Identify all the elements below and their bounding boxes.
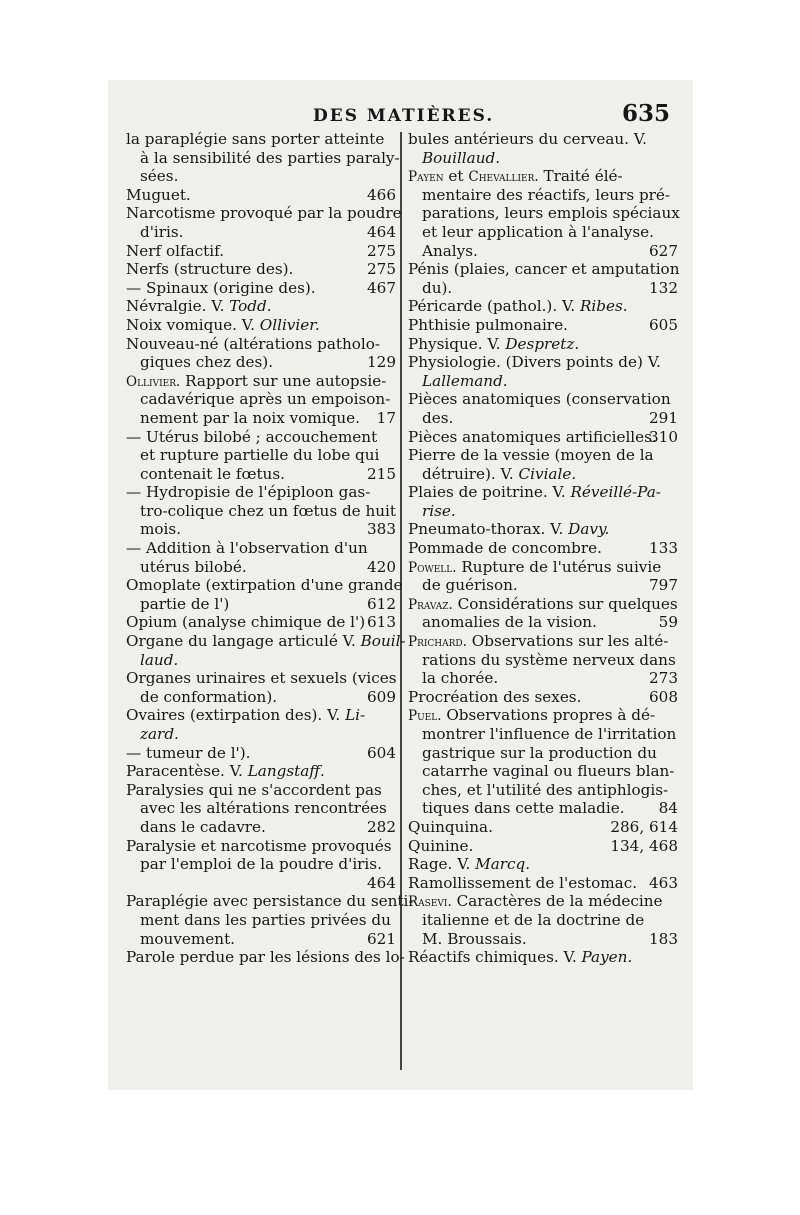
entry-text: gastrique sur la production du <box>422 743 657 762</box>
page-reference: 466 <box>367 185 396 204</box>
entry-line <box>408 372 678 391</box>
page-reference: 17 <box>376 408 396 427</box>
entry-text: Nerfs (structure des). <box>126 260 294 279</box>
entry-text: Péricarde (pathol.). V. <box>408 297 576 316</box>
entry-text: la chorée. <box>422 669 499 688</box>
index-entry <box>126 335 396 372</box>
entry-text: Narcotisme provoqué par la poudre <box>126 204 402 223</box>
entry-text: Pénis (plaies, cancer et amputation <box>408 260 680 279</box>
cross-reference: Todd. <box>229 297 272 316</box>
entry-line <box>126 502 396 521</box>
entry-line <box>408 762 678 781</box>
entry-line <box>408 651 678 670</box>
entry-text: Névralgie. V. <box>126 297 225 316</box>
entry-text: anomalies de la vision. <box>422 613 597 632</box>
entry-text: catarrhe vaginal ou flueurs blan- <box>422 762 675 781</box>
entry-line <box>126 167 396 186</box>
index-entry <box>408 446 678 483</box>
index-entry <box>126 297 396 316</box>
entry-text: Phthisie pulmonaire. <box>408 315 568 334</box>
entry-line <box>126 558 396 577</box>
entry-text: Plaies de poitrine. V. <box>408 483 566 502</box>
entry-line <box>408 149 678 168</box>
entry-line <box>408 353 678 372</box>
author-name: Chevallier. <box>468 169 539 186</box>
entry-line <box>126 725 396 744</box>
page-reference: 608 <box>649 687 678 706</box>
entry-text: sées. <box>140 167 179 186</box>
entry-text: Organe du langage articulé V. <box>126 632 356 651</box>
index-entry <box>408 855 678 874</box>
index-entry <box>126 632 406 669</box>
page-reference: 604 <box>367 743 396 762</box>
entry-text: Physiologie. (Divers points de) V. <box>408 353 661 372</box>
entry-line <box>408 688 678 707</box>
entry-text: du). <box>422 278 453 297</box>
entry-line <box>408 167 678 186</box>
entry-line <box>408 837 678 856</box>
index-entry <box>408 335 678 354</box>
index-entry <box>126 762 396 781</box>
page-reference: 310 <box>649 427 678 446</box>
entry-text: giques chez des). <box>140 353 274 372</box>
entry-line <box>408 744 678 763</box>
index-entry <box>408 837 678 856</box>
index-entry <box>126 242 396 261</box>
entry-text: Ramollissement de l'estomac. <box>408 873 638 892</box>
entry-text: contenait le fœtus. <box>140 464 285 483</box>
index-entry <box>126 186 396 205</box>
column-divider <box>400 132 402 1070</box>
index-entry <box>408 130 678 167</box>
entry-line <box>408 409 678 428</box>
index-entry <box>408 260 678 297</box>
entry-text: — Addition à l'observation d'un <box>126 539 368 558</box>
index-entry <box>408 595 678 632</box>
entry-line <box>408 669 678 688</box>
entry-line <box>126 539 396 558</box>
entry-line <box>408 502 678 521</box>
entry-text: d'iris. <box>140 222 184 241</box>
cross-reference: Davy. <box>568 520 610 539</box>
entry-line <box>126 316 396 335</box>
entry-line <box>126 576 403 595</box>
entry-text: Paracentèse. V. <box>126 762 243 781</box>
index-entry <box>126 279 396 298</box>
entry-text: Pièces anatomiques artificielles. <box>408 427 657 446</box>
entry-line <box>408 483 678 502</box>
entry-line <box>126 204 402 223</box>
entry-line <box>408 799 678 818</box>
entry-text: rations du système nerveux dans <box>422 650 676 669</box>
entry-line <box>408 130 678 149</box>
entry-text: Pneumato-thorax. V. <box>408 520 564 539</box>
index-entry <box>408 558 678 595</box>
cross-reference: Marcq. <box>475 855 531 874</box>
entry-line <box>126 390 396 409</box>
entry-line <box>408 390 678 409</box>
author-name: Puel. <box>408 708 442 725</box>
index-entry <box>126 948 405 967</box>
entry-line <box>408 335 678 354</box>
entry-line <box>408 781 678 800</box>
entry-text: mouvement. <box>140 929 235 948</box>
entry-line <box>408 576 678 595</box>
index-entry <box>408 520 678 539</box>
entry-text: Paralysies qui ne s'accordent pas <box>126 780 382 799</box>
index-column-left <box>126 130 414 967</box>
entry-text: Pierre de la vessie (moyen de la <box>408 446 654 465</box>
entry-text: de conformation). <box>140 687 278 706</box>
entry-line <box>126 428 396 447</box>
entry-text: nement par la noix vomique. <box>140 408 360 427</box>
entry-text: — tumeur de l'). <box>126 743 251 762</box>
entry-line <box>126 465 396 484</box>
page-reference: 286, 614 <box>610 817 678 836</box>
entry-line <box>408 204 678 223</box>
index-entry <box>126 837 396 893</box>
entry-line <box>126 651 396 670</box>
entry-line <box>408 186 678 205</box>
index-column-right <box>408 130 678 967</box>
author-name: Rasevi. <box>408 894 452 911</box>
index-entry <box>126 613 396 632</box>
entry-line <box>408 632 678 651</box>
page-reference: 383 <box>367 520 396 539</box>
entry-text: Ovaires (extirpation des). V. <box>126 706 341 725</box>
page-reference: 129 <box>367 353 396 372</box>
entry-line <box>126 279 396 298</box>
page-reference: 291 <box>649 408 678 427</box>
index-entry <box>126 204 402 241</box>
page-header <box>0 100 800 130</box>
entry-line <box>126 242 396 261</box>
entry-text: — Hydropisie de l'épiploon gas- <box>126 483 371 502</box>
page-reference: 797 <box>649 576 678 595</box>
entry-line <box>408 930 678 949</box>
page-reference: 463 <box>649 873 678 892</box>
entry-text: Paralysie et narcotisme provoqués <box>126 836 392 855</box>
entry-line <box>408 892 678 911</box>
entry-text: Parole perdue par les lésions des lo- <box>126 948 405 967</box>
index-entry <box>126 576 403 613</box>
entry-line <box>408 520 678 539</box>
entry-text: Muguet. <box>126 185 191 204</box>
entry-line <box>126 409 396 428</box>
entry-line <box>126 372 396 391</box>
index-entry <box>126 316 396 335</box>
entry-line <box>408 539 678 558</box>
entry-text: Caractères de la médecine <box>451 892 663 911</box>
entry-line <box>408 465 678 484</box>
entry-line <box>126 799 396 818</box>
page-reference: 59 <box>658 613 678 632</box>
entry-line <box>408 446 678 465</box>
entry-text: Rupture de l'utérus suivie <box>456 557 662 576</box>
cross-reference: rise. <box>422 501 456 520</box>
page-number: 635 <box>622 100 671 127</box>
index-entry <box>408 483 678 520</box>
index-entry <box>408 706 678 818</box>
entry-line <box>126 706 396 725</box>
entry-text: mentaire des réactifs, leurs pré- <box>422 185 671 204</box>
entry-line <box>126 632 406 651</box>
entry-text: de guérison. <box>422 576 518 595</box>
entry-line <box>408 260 678 279</box>
page-reference: 609 <box>367 687 396 706</box>
page-reference: 282 <box>367 817 396 836</box>
entry-text: Pièces anatomiques (conservation <box>408 390 671 409</box>
entry-line <box>408 725 678 744</box>
entry-text: italienne et de la doctrine de <box>422 910 645 929</box>
author-name: Prichard. <box>408 634 467 651</box>
entry-line <box>126 335 396 354</box>
entry-text: par l'emploi de la poudre d'iris. <box>140 855 382 874</box>
cross-reference: Bouil- <box>360 632 406 651</box>
entry-text: ment dans les parties privées du <box>140 910 391 929</box>
entry-text: Organes urinaires et sexuels (vices <box>126 669 397 688</box>
page-reference: 275 <box>367 260 396 279</box>
index-entry <box>408 539 678 558</box>
entry-line <box>126 874 396 893</box>
entry-line <box>126 744 396 763</box>
cross-reference: Langstaff. <box>247 762 325 781</box>
entry-line <box>126 223 396 242</box>
entry-text: et <box>443 167 469 186</box>
cross-reference: Ribes. <box>579 297 628 316</box>
entry-text: Nouveau-né (altérations patholo- <box>126 334 381 353</box>
page-reference: 627 <box>649 241 678 260</box>
entry-line <box>408 223 678 242</box>
entry-line <box>126 911 396 930</box>
entry-text: des. <box>422 408 454 427</box>
entry-text: la paraplégie sans porter atteinte <box>126 130 385 148</box>
cross-reference: Bouillaud. <box>422 148 501 167</box>
entry-text: tro-colique chez un fœtus de huit <box>140 501 397 520</box>
page-reference: 612 <box>367 594 396 613</box>
cross-reference: Ollivier. <box>259 315 320 334</box>
running-title: DES MATIÈRES. <box>313 106 495 126</box>
entry-text: M. Broussais. <box>422 929 527 948</box>
cross-reference: laud. <box>140 650 179 669</box>
cross-reference: Lallemand. <box>422 371 508 390</box>
entry-line <box>126 930 396 949</box>
page-reference: 84 <box>658 799 678 818</box>
entry-text: détruire). V. <box>422 464 514 483</box>
entry-text: Paraplégie avec persistance du senti- <box>126 892 414 911</box>
entry-line <box>408 818 678 837</box>
index-entry <box>126 428 396 484</box>
entry-text: montrer l'influence de l'irritation <box>422 725 677 743</box>
entry-line <box>126 892 414 911</box>
entry-text: Réactifs chimiques. V. <box>408 948 577 967</box>
entry-text: parations, leurs emplois spéciaux <box>422 204 680 223</box>
entry-text: ches, et l'utilité des antiphlogis- <box>422 780 669 799</box>
entry-text: — Utérus bilobé ; accouchement <box>126 427 378 446</box>
entry-text: dans le cadavre. <box>140 817 266 836</box>
entry-line <box>126 353 396 372</box>
page-reference: 467 <box>367 278 396 297</box>
entry-text: Observations sur les alté- <box>466 632 669 651</box>
page-reference: 183 <box>649 929 678 948</box>
entry-text: et rupture partielle du lobe qui <box>140 446 380 465</box>
entry-text: — Spinaux (origine des). <box>126 278 316 297</box>
entry-line <box>126 520 396 539</box>
entry-text: Rapport sur une autopsie- <box>180 371 387 390</box>
entry-text: Quinine. <box>408 836 474 855</box>
author-name: Pravaz. <box>408 596 453 613</box>
entry-text: à la sensibilité des parties paraly- <box>140 148 400 167</box>
author-name: Ollivier. <box>126 373 181 390</box>
entry-line <box>408 242 678 261</box>
index-entry <box>126 483 396 539</box>
index-entry <box>408 948 678 967</box>
index-entry <box>126 130 400 186</box>
page-reference: 132 <box>649 278 678 297</box>
entry-line <box>408 558 678 577</box>
entry-line <box>408 316 678 335</box>
entry-text: cadavérique après un empoison- <box>140 390 391 409</box>
entry-text: bules antérieurs du cerveau. V. <box>408 130 647 148</box>
index-entry <box>408 428 678 447</box>
index-entry <box>126 260 396 279</box>
cross-reference: Réveillé-Pa- <box>570 483 661 502</box>
index-entry <box>408 390 678 427</box>
entry-line <box>126 613 396 632</box>
page-reference: 273 <box>649 669 678 688</box>
entry-text: Pommade de concombre. <box>408 539 602 558</box>
entry-text: Considérations sur quelques <box>452 594 678 613</box>
entry-line <box>408 948 678 967</box>
index-entry <box>126 372 396 428</box>
entry-text: Analys. <box>422 241 478 260</box>
entry-text: partie de l') <box>140 594 230 613</box>
index-entry <box>126 706 396 743</box>
cross-reference: Civiale. <box>518 464 577 483</box>
cross-reference: Payen. <box>581 948 633 967</box>
page-reference: 605 <box>649 315 678 334</box>
entry-line <box>408 613 678 632</box>
entry-text: Observations propres à dé- <box>441 706 656 725</box>
index-entry <box>408 167 678 260</box>
entry-line <box>126 818 396 837</box>
page-reference: 134, 468 <box>610 836 678 855</box>
entry-line <box>408 855 678 874</box>
entry-line <box>126 446 396 465</box>
author-name: Powell. <box>408 559 457 576</box>
entry-line <box>126 130 396 149</box>
entry-line <box>408 874 678 893</box>
entry-text: Physique. V. <box>408 334 501 353</box>
index-entry <box>126 669 396 706</box>
entry-line <box>126 297 396 316</box>
page-reference: 613 <box>367 613 396 632</box>
entry-text: Noix vomique. V. <box>126 315 255 334</box>
entry-text: Omoplate (extirpation d'une grande <box>126 576 403 595</box>
entry-text: Nerf olfactif. <box>126 241 225 260</box>
entry-text: utérus bilobé. <box>140 557 247 576</box>
index-entry <box>408 892 678 948</box>
index-entry <box>408 818 678 837</box>
index-entry <box>408 316 678 335</box>
entry-text: Traité élé- <box>538 167 623 186</box>
index-entry <box>408 353 678 390</box>
entry-text: Procréation des sexes. <box>408 687 582 706</box>
index-entry <box>408 874 678 893</box>
index-entry <box>408 297 678 316</box>
index-entry <box>408 688 678 707</box>
entry-line <box>408 595 678 614</box>
entry-line <box>126 260 396 279</box>
page-reference: 133 <box>649 539 678 558</box>
index-entry <box>126 744 396 763</box>
entry-text: Quinquina. <box>408 817 493 836</box>
entry-text: Rage. V. <box>408 855 471 874</box>
entry-text: tiques dans cette maladie. <box>422 799 625 818</box>
entry-line <box>126 855 396 874</box>
entry-line <box>126 483 396 502</box>
entry-line <box>126 948 405 967</box>
cross-reference: Li- <box>345 706 366 725</box>
entry-line <box>126 148 400 168</box>
entry-line <box>126 688 396 707</box>
entry-line <box>126 762 396 781</box>
entry-text: avec les altérations rencontrées <box>140 799 387 818</box>
page-reference: 215 <box>367 464 396 483</box>
page-reference: 464 <box>367 222 396 241</box>
entry-line <box>126 837 396 856</box>
entry-text: Opium (analyse chimique de l') <box>126 613 366 632</box>
page-reference: 420 <box>367 557 396 576</box>
entry-text: mois. <box>140 520 182 539</box>
page-reference: 464 <box>367 873 396 892</box>
entry-line <box>408 911 678 930</box>
index-entry <box>126 781 396 837</box>
index-entry <box>408 632 678 688</box>
entry-line <box>408 297 678 316</box>
entry-line <box>126 186 396 205</box>
page-reference: 621 <box>367 929 396 948</box>
entry-line <box>126 595 396 614</box>
author-name: Payen <box>408 169 444 186</box>
entry-line <box>408 279 678 298</box>
cross-reference: Despretz. <box>505 334 580 353</box>
entry-text: et leur application à l'analyse. <box>422 222 654 241</box>
entry-line <box>126 669 396 688</box>
cross-reference: zard. <box>140 725 179 743</box>
entry-line <box>408 706 678 725</box>
entry-line <box>408 428 678 447</box>
index-entry <box>126 892 414 948</box>
entry-line <box>126 781 396 800</box>
page-reference: 275 <box>367 241 396 260</box>
index-entry <box>126 539 396 576</box>
